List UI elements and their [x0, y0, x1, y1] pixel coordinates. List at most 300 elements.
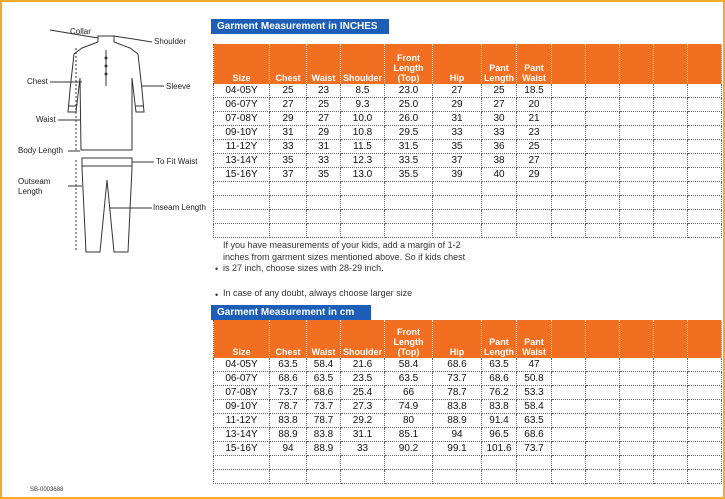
empty-row	[214, 182, 722, 196]
empty-cell	[688, 414, 722, 428]
empty-cell	[620, 154, 654, 168]
measurement-cell: 25	[482, 84, 517, 98]
measurement-cell: 58.4	[385, 358, 433, 372]
measurement-cell: 38	[482, 154, 517, 168]
empty-cell	[482, 210, 517, 224]
measurement-cell: 68.6	[433, 358, 482, 372]
empty-cell	[517, 470, 552, 484]
measurement-cell: 99.1	[433, 442, 482, 456]
empty-cell	[620, 182, 654, 196]
table-row	[214, 414, 722, 428]
measurement-cell: 31.1	[341, 428, 385, 442]
empty-cell	[552, 126, 586, 140]
measurement-cell: 27	[433, 84, 482, 98]
empty-row	[214, 210, 722, 224]
measurement-cell: 35	[270, 154, 307, 168]
measurement-cell: 26.0	[385, 112, 433, 126]
measurement-cell: 90.2	[385, 442, 433, 456]
size-cell: 06-07Y	[214, 98, 270, 112]
empty-cell	[620, 372, 654, 386]
empty-cell	[586, 126, 620, 140]
empty-cell	[654, 168, 688, 182]
measurement-cell: 78.7	[433, 386, 482, 400]
measurement-cell: 36	[482, 140, 517, 154]
empty-cell	[214, 224, 270, 238]
column-header: Front Length (Top)	[385, 44, 433, 84]
measurement-cell: 76.2	[482, 386, 517, 400]
measurement-cell: 37	[270, 168, 307, 182]
empty-cell	[620, 428, 654, 442]
empty-cell	[270, 470, 307, 484]
empty-cell	[433, 224, 482, 238]
measurement-cell: 21.6	[341, 358, 385, 372]
empty-cell	[517, 196, 552, 210]
empty-cell	[307, 182, 341, 196]
measurement-cell: 73.7	[270, 386, 307, 400]
empty-cell	[688, 140, 722, 154]
empty-cell	[385, 196, 433, 210]
empty-cell	[620, 84, 654, 98]
empty-cell	[385, 182, 433, 196]
table-row	[214, 442, 722, 456]
table-row	[214, 372, 722, 386]
cm-table-title: Garment Measurement in cm	[211, 305, 371, 320]
size-cell: 11-12Y	[214, 414, 270, 428]
empty-cell	[654, 400, 688, 414]
empty-cell	[688, 386, 722, 400]
empty-cell	[552, 182, 586, 196]
empty-cell	[552, 456, 586, 470]
measurement-cell: 35	[433, 140, 482, 154]
empty-cell	[620, 126, 654, 140]
measurement-cell: 33	[482, 126, 517, 140]
measurement-margin-note: If you have measurements of your kids, add a margin of 1-2 inches from garment sizes mentioned above. So if kids chest is 27 inch, choose sizes with 28-29 inch.	[223, 240, 466, 273]
empty-cell	[482, 224, 517, 238]
measurement-cell: 25	[270, 84, 307, 98]
empty-cell	[433, 182, 482, 196]
measurement-cell: 33	[307, 154, 341, 168]
empty-column-header	[586, 320, 620, 358]
empty-cell	[341, 456, 385, 470]
measurement-cell: 29	[307, 126, 341, 140]
empty-cell	[307, 456, 341, 470]
table-row	[214, 358, 722, 372]
size-cell: 15-16Y	[214, 442, 270, 456]
table-row	[214, 400, 722, 414]
empty-cell	[654, 470, 688, 484]
empty-cell	[586, 400, 620, 414]
measurement-cell: 68.6	[517, 428, 552, 442]
empty-column-header	[620, 320, 654, 358]
empty-cell	[552, 154, 586, 168]
empty-cell	[688, 428, 722, 442]
measurement-cell: 88.9	[307, 442, 341, 456]
column-header: Shoulder	[341, 320, 385, 358]
empty-row	[214, 224, 722, 238]
empty-cell	[433, 210, 482, 224]
column-header: Chest	[270, 320, 307, 358]
empty-cell	[586, 154, 620, 168]
cm-table-body	[214, 358, 722, 484]
shoulder-label: Shoulder	[154, 37, 187, 46]
empty-cell	[586, 168, 620, 182]
size-cell: 09-10Y	[214, 126, 270, 140]
empty-cell	[552, 196, 586, 210]
empty-cell	[586, 84, 620, 98]
empty-cell	[385, 224, 433, 238]
empty-cell	[482, 182, 517, 196]
measurement-cell: 33.5	[385, 154, 433, 168]
collar-label: Collar	[70, 27, 91, 36]
empty-cell	[688, 196, 722, 210]
larger-size-note: In case of any doubt, always choose larger size	[223, 288, 413, 298]
empty-cell	[586, 372, 620, 386]
measurement-cell: 94	[433, 428, 482, 442]
size-cell: 04-05Y	[214, 358, 270, 372]
measurement-cell: 33	[341, 442, 385, 456]
measurement-cell: 27	[270, 98, 307, 112]
empty-cell	[307, 196, 341, 210]
empty-cell	[688, 224, 722, 238]
measurement-cell: 10.8	[341, 126, 385, 140]
empty-cell	[586, 414, 620, 428]
measurement-cell: 31	[270, 126, 307, 140]
empty-cell	[552, 210, 586, 224]
empty-cell	[552, 112, 586, 126]
empty-cell	[517, 224, 552, 238]
empty-cell	[385, 210, 433, 224]
empty-cell	[307, 470, 341, 484]
empty-cell	[482, 456, 517, 470]
empty-cell	[552, 386, 586, 400]
column-header: Size	[214, 44, 270, 84]
measurement-cell: 63.5	[482, 358, 517, 372]
empty-cell	[688, 456, 722, 470]
measurement-cell: 20	[517, 98, 552, 112]
measurement-cell: 63.5	[517, 414, 552, 428]
measurement-cell: 83.8	[433, 400, 482, 414]
empty-column-header	[552, 44, 586, 84]
empty-cell	[620, 358, 654, 372]
empty-cell	[517, 210, 552, 224]
empty-cell	[214, 470, 270, 484]
measurement-cell: 58.4	[517, 400, 552, 414]
measurement-cell: 91.4	[482, 414, 517, 428]
size-cell: 07-08Y	[214, 112, 270, 126]
empty-cell	[586, 210, 620, 224]
measurement-cell: 29.5	[385, 126, 433, 140]
empty-cell	[620, 140, 654, 154]
column-header: Hip	[433, 320, 482, 358]
empty-cell	[688, 98, 722, 112]
empty-cell	[517, 456, 552, 470]
table-row	[214, 112, 722, 126]
empty-cell	[586, 112, 620, 126]
empty-cell	[654, 456, 688, 470]
empty-cell	[385, 456, 433, 470]
column-header: Hip	[433, 44, 482, 84]
measurement-cell: 25.0	[385, 98, 433, 112]
empty-cell	[620, 456, 654, 470]
empty-cell	[620, 168, 654, 182]
measurement-cell: 78.7	[270, 400, 307, 414]
measurement-cell: 27	[517, 154, 552, 168]
empty-cell	[586, 182, 620, 196]
table-row	[214, 154, 722, 168]
size-cell: 13-14Y	[214, 428, 270, 442]
empty-cell	[552, 224, 586, 238]
measurement-cell: 21	[517, 112, 552, 126]
empty-cell	[688, 182, 722, 196]
to-fit-waist-label: To Fit Waist	[156, 157, 198, 166]
empty-cell	[214, 196, 270, 210]
empty-cell	[482, 470, 517, 484]
empty-cell	[341, 224, 385, 238]
empty-cell	[586, 358, 620, 372]
empty-cell	[620, 196, 654, 210]
empty-column-header	[552, 320, 586, 358]
empty-cell	[433, 456, 482, 470]
empty-cell	[654, 358, 688, 372]
column-header: Pant Length	[482, 44, 517, 84]
empty-cell	[433, 196, 482, 210]
empty-cell	[620, 210, 654, 224]
empty-cell	[688, 470, 722, 484]
empty-cell	[654, 372, 688, 386]
table-row	[214, 168, 722, 182]
empty-cell	[586, 196, 620, 210]
empty-cell	[688, 168, 722, 182]
empty-cell	[552, 470, 586, 484]
empty-row	[214, 456, 722, 470]
column-header: Shoulder	[341, 44, 385, 84]
empty-cell	[620, 400, 654, 414]
empty-cell	[688, 442, 722, 456]
garment-diagram	[10, 20, 210, 260]
empty-cell	[688, 358, 722, 372]
empty-cell	[586, 428, 620, 442]
measurement-cell: 63.5	[307, 372, 341, 386]
empty-cell	[552, 98, 586, 112]
size-cell: 04-05Y	[214, 84, 270, 98]
measurement-cell: 68.6	[270, 372, 307, 386]
empty-cell	[552, 140, 586, 154]
product-code: SB-0003688	[30, 487, 64, 493]
empty-cell	[654, 386, 688, 400]
empty-cell	[552, 358, 586, 372]
measurement-cell: 66	[385, 386, 433, 400]
body-length-label: Body Length	[18, 146, 63, 155]
table-row	[214, 84, 722, 98]
empty-column-header	[688, 44, 722, 84]
measurement-cell: 8.5	[341, 84, 385, 98]
empty-cell	[214, 210, 270, 224]
empty-cell	[654, 126, 688, 140]
size-cell: 11-12Y	[214, 140, 270, 154]
measurement-cell: 29	[517, 168, 552, 182]
empty-cell	[654, 224, 688, 238]
empty-cell	[270, 210, 307, 224]
measurement-cell: 27	[307, 112, 341, 126]
measurement-cell: 39	[433, 168, 482, 182]
chest-label: Chest	[27, 77, 48, 86]
measurement-cell: 10.0	[341, 112, 385, 126]
table-row	[214, 140, 722, 154]
empty-cell	[341, 210, 385, 224]
empty-column-header	[620, 44, 654, 84]
measurement-cell: 53.3	[517, 386, 552, 400]
empty-cell	[620, 442, 654, 456]
empty-cell	[620, 112, 654, 126]
measurement-cell: 31	[307, 140, 341, 154]
size-cell: 13-14Y	[214, 154, 270, 168]
empty-cell	[654, 140, 688, 154]
inches-measurement-table	[213, 44, 722, 238]
empty-cell	[586, 386, 620, 400]
empty-cell	[688, 84, 722, 98]
empty-cell	[688, 372, 722, 386]
empty-cell	[341, 470, 385, 484]
measurement-cell: 74.9	[385, 400, 433, 414]
empty-cell	[270, 456, 307, 470]
empty-column-header	[654, 44, 688, 84]
measurement-cell: 25	[307, 98, 341, 112]
empty-cell	[654, 84, 688, 98]
column-header: Size	[214, 320, 270, 358]
empty-row	[214, 196, 722, 210]
measurement-cell: 29.2	[341, 414, 385, 428]
column-header: Front Length (Top)	[385, 320, 433, 358]
measurement-cell: 23.0	[385, 84, 433, 98]
empty-cell	[214, 456, 270, 470]
measurement-cell: 25.4	[341, 386, 385, 400]
empty-row	[214, 470, 722, 484]
cm-header-row	[214, 320, 722, 358]
table-row	[214, 386, 722, 400]
empty-cell	[552, 442, 586, 456]
measurement-cell: 68.6	[482, 372, 517, 386]
measurement-cell: 83.8	[307, 428, 341, 442]
waist-label: Waist	[36, 115, 56, 124]
measurement-cell: 58.4	[307, 358, 341, 372]
column-header: Pant Length	[482, 320, 517, 358]
empty-cell	[552, 400, 586, 414]
inches-table-title: Garment Measurement in INCHES	[211, 19, 389, 34]
sleeve-label: Sleeve	[166, 82, 191, 91]
measurement-cell: 85.1	[385, 428, 433, 442]
measurement-cell: 31.5	[385, 140, 433, 154]
measurement-cell: 37	[433, 154, 482, 168]
empty-cell	[552, 428, 586, 442]
empty-cell	[586, 140, 620, 154]
size-cell: 06-07Y	[214, 372, 270, 386]
outseam-length-label: Outseam Length	[18, 177, 51, 196]
empty-cell	[654, 210, 688, 224]
measurement-cell: 63.5	[270, 358, 307, 372]
empty-cell	[620, 386, 654, 400]
empty-cell	[517, 182, 552, 196]
measurement-cell: 13.0	[341, 168, 385, 182]
empty-column-header	[654, 320, 688, 358]
cm-measurement-table	[213, 320, 722, 484]
note-bullet: •	[215, 290, 219, 300]
measurement-cell: 33	[433, 126, 482, 140]
empty-column-header	[688, 320, 722, 358]
column-header: Waist	[307, 320, 341, 358]
measurement-cell: 83.8	[482, 400, 517, 414]
empty-cell	[341, 182, 385, 196]
empty-cell	[688, 112, 722, 126]
measurement-cell: 11.5	[341, 140, 385, 154]
measurement-cell: 96.5	[482, 428, 517, 442]
measurement-cell: 88.9	[270, 428, 307, 442]
measurement-cell: 63.5	[385, 372, 433, 386]
table-row	[214, 126, 722, 140]
empty-cell	[552, 84, 586, 98]
empty-column-header	[586, 44, 620, 84]
empty-cell	[433, 470, 482, 484]
empty-cell	[586, 456, 620, 470]
empty-cell	[654, 98, 688, 112]
empty-cell	[552, 372, 586, 386]
measurement-cell: 40	[482, 168, 517, 182]
measurement-cell: 50.8	[517, 372, 552, 386]
measurement-cell: 25	[517, 140, 552, 154]
measurement-cell: 101.6	[482, 442, 517, 456]
measurement-cell: 73.7	[433, 372, 482, 386]
measurement-cell: 88.9	[433, 414, 482, 428]
empty-cell	[307, 210, 341, 224]
size-cell: 15-16Y	[214, 168, 270, 182]
table-row	[214, 428, 722, 442]
measurement-cell: 73.7	[307, 400, 341, 414]
empty-cell	[654, 442, 688, 456]
empty-cell	[688, 154, 722, 168]
empty-cell	[270, 196, 307, 210]
measurement-cell: 35.5	[385, 168, 433, 182]
measurement-cell: 23	[307, 84, 341, 98]
empty-cell	[586, 224, 620, 238]
empty-cell	[341, 196, 385, 210]
empty-cell	[552, 414, 586, 428]
measurement-cell: 94	[270, 442, 307, 456]
size-chart-sheet	[2, 2, 723, 497]
empty-cell	[552, 168, 586, 182]
measurement-cell: 30	[482, 112, 517, 126]
empty-cell	[620, 98, 654, 112]
note-bullet: •	[215, 264, 219, 274]
empty-cell	[385, 470, 433, 484]
inseam-length-label: Inseam Length	[153, 203, 206, 212]
measurement-cell: 27	[482, 98, 517, 112]
inches-table-body	[214, 84, 722, 238]
empty-cell	[620, 470, 654, 484]
inches-header-row	[214, 44, 722, 84]
measurement-cell: 73.7	[517, 442, 552, 456]
column-header: Chest	[270, 44, 307, 84]
measurement-cell: 23	[517, 126, 552, 140]
measurement-cell: 80	[385, 414, 433, 428]
empty-cell	[654, 154, 688, 168]
measurement-cell: 23.5	[341, 372, 385, 386]
empty-cell	[270, 182, 307, 196]
measurement-cell: 29	[433, 98, 482, 112]
empty-cell	[654, 182, 688, 196]
empty-cell	[654, 196, 688, 210]
measurement-cell: 83.8	[270, 414, 307, 428]
column-header: Pant Waist	[517, 320, 552, 358]
measurement-cell: 12.3	[341, 154, 385, 168]
